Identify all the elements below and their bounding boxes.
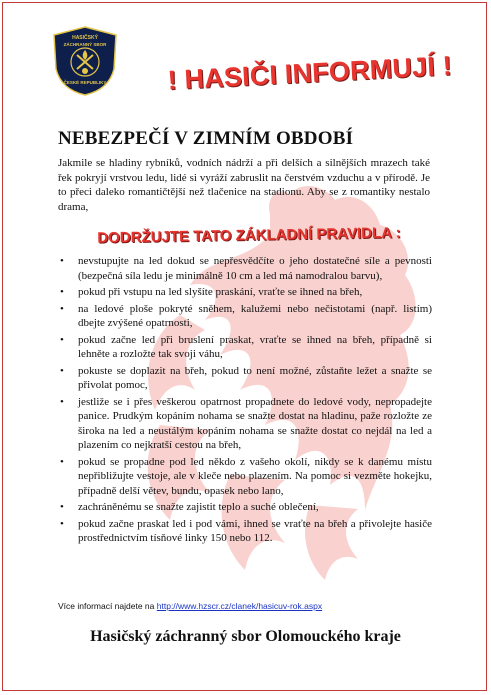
logo-text-bottom: ČESKÉ REPUBLIKY	[63, 80, 107, 85]
list-item: • pokud při vstupu na led slyšíte praskání, vraťte se ihned na břeh,	[58, 285, 432, 300]
more-info-line	[58, 601, 438, 611]
more-info-link[interactable]: http://www.hzscr.cz/clanek/hasicuv-rok.aspx	[156, 601, 323, 611]
rules-heading: DODRŽUJTE TATO ZÁKLADNÍ PRAVIDLA :	[97, 224, 401, 247]
banner-heading: ! HASIČI INFORMUJÍ !	[166, 50, 453, 96]
list-item: • jestliže se i přes veškerou opatrnost propadnete do ledové vody, nepropadejte panice. Prudkým kopáním nohama se snažte dostat na hladinu, paže rozložte ze široka na led a neustálým kopáním nohama se snažte dostat co nejdál na led a plazením co nejkratší cestou na břeh,	[58, 395, 432, 453]
list-item: • nevstupujte na led dokud se nepřesvědčíte o jeho dostatečné síle a pevnosti (bezpečná síla ledu je minimálně 10 cm a led má namodralou barvu),	[58, 254, 432, 283]
footer-organization: Hasičský záchranný sbor Olomouckého kraje	[90, 628, 401, 645]
list-item: • na ledové ploše pokryté sněhem, kalužemi nebo nečistotami (např. listím) dbejte zvýšené opatrnosti,	[58, 302, 432, 331]
list-item: • pokud začne praskat led i pod vámi, ihned se vraťte na břeh a přivolejte hasiče prostřednictvím tísňové linky 150 nebo 112.	[58, 517, 432, 546]
page-title: NEBEZPEČÍ V ZIMNÍM OBDOBÍ	[58, 128, 354, 149]
list-item: • pokud se propadne pod led někdo z vašeho okolí, nikdy se k danému místu nepřibližujte vestoje, ale v kleče nebo plazením. Na pomoc si vezměte hokejku, případně delší větev, bundu, opasek nebo lano,	[58, 455, 432, 499]
intro-paragraph: Jakmile se hladiny rybníků, vodních nádrží a při delších a silnějších mrazech také řek pokryjí vrstvou ledu, lidé si vyráží zabruslit na čerstvém vzduchu a v přírodě. Je to přeci daleko romantičtější než tlačenice na stadionu. Aby se z romantiky nestalo drama,	[58, 157, 430, 213]
list-item: • zachráněnému se snažte zajistit teplo a suché oblečení,	[58, 500, 432, 515]
list-item: • pokuste se doplazit na břeh, pokud to není možné, zůstaňte ležet a snažte se přivolat pomoc,	[58, 364, 432, 393]
more-info-prefix: Více informací najdete na	[58, 601, 157, 611]
logo-text-mid: ZÁCHRANNÝ SBOR	[63, 42, 107, 47]
list-item: • pokud začne led při bruslení praskat, vraťte se ihned na břeh, případně si lehněte a rozložte tak svoji váhu,	[58, 333, 432, 362]
logo-text-top: HASIČSKÝ	[72, 35, 98, 41]
rules-list	[58, 254, 432, 548]
